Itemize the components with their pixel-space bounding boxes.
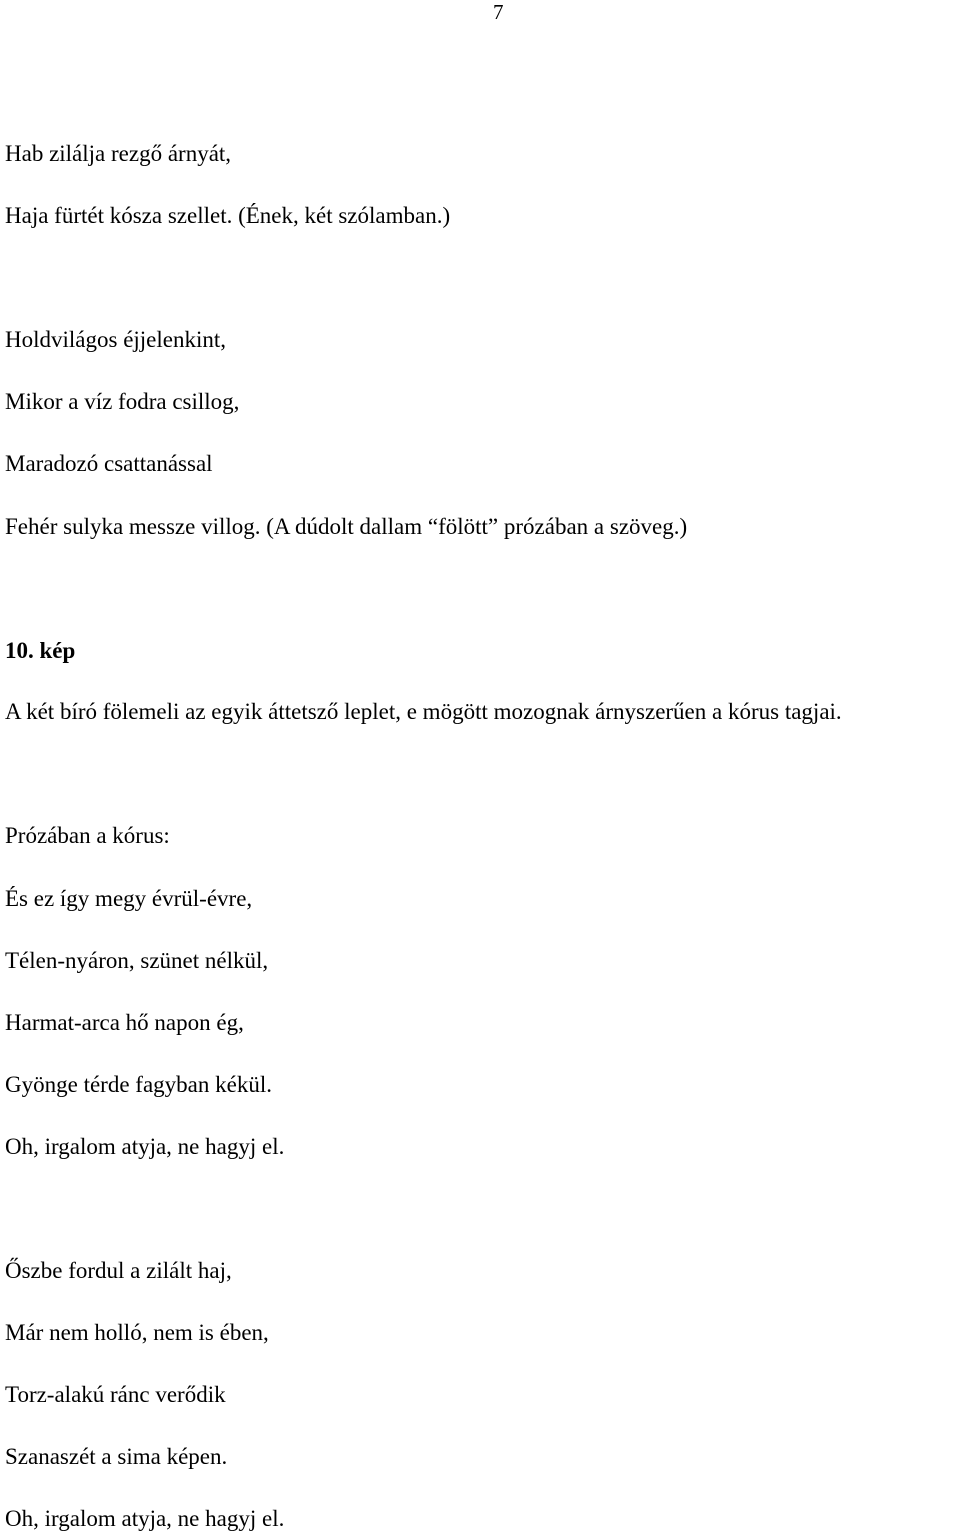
verse-line: Már nem holló, nem is ében, (5, 1320, 269, 1345)
verse-line: Holdvilágos éjjelenkint, (5, 327, 227, 352)
page-number: 7 (493, 0, 504, 24)
verse-line: Gyönge térde fagyban kékül. (5, 1072, 272, 1097)
verse-line: Maradozó csattanással (5, 451, 213, 476)
verse-line: Harmat-arca hő napon ég, (5, 1010, 244, 1035)
verse-line: Haja fürtét kósza szellet. (Ének, két szólamban.) (5, 203, 451, 228)
verse-line: És ez így megy évrül-évre, (5, 886, 253, 911)
refrain-line: Oh, irgalom atyja, ne hagyj el. (5, 1506, 285, 1531)
verse-line: Torz-alakú ránc verődik (5, 1382, 226, 1407)
verse-line: Télen-nyáron, szünet nélkül, (5, 948, 269, 973)
verse-line: Mikor a víz fodra csillog, (5, 389, 240, 414)
verse-line: Szanaszét a sima képen. (5, 1444, 228, 1469)
verse-line: Hab zilálja rezgő árnyát, (5, 141, 232, 166)
verse-line: Őszbe fordul a zilált haj, (5, 1258, 232, 1283)
scene-heading: 10. kép (5, 638, 76, 663)
stage-direction: A két bíró fölemeli az egyik áttetsző leplet, e mögött mozognak árnyszerűen a kórus tagjai. (5, 699, 842, 724)
chorus-label: Prózában a kórus: (5, 823, 170, 848)
refrain-line: Oh, irgalom atyja, ne hagyj el. (5, 1134, 285, 1159)
verse-line: Fehér sulyka messze villog. (A dúdolt dallam “fölött” prózában a szöveg.) (5, 514, 688, 539)
